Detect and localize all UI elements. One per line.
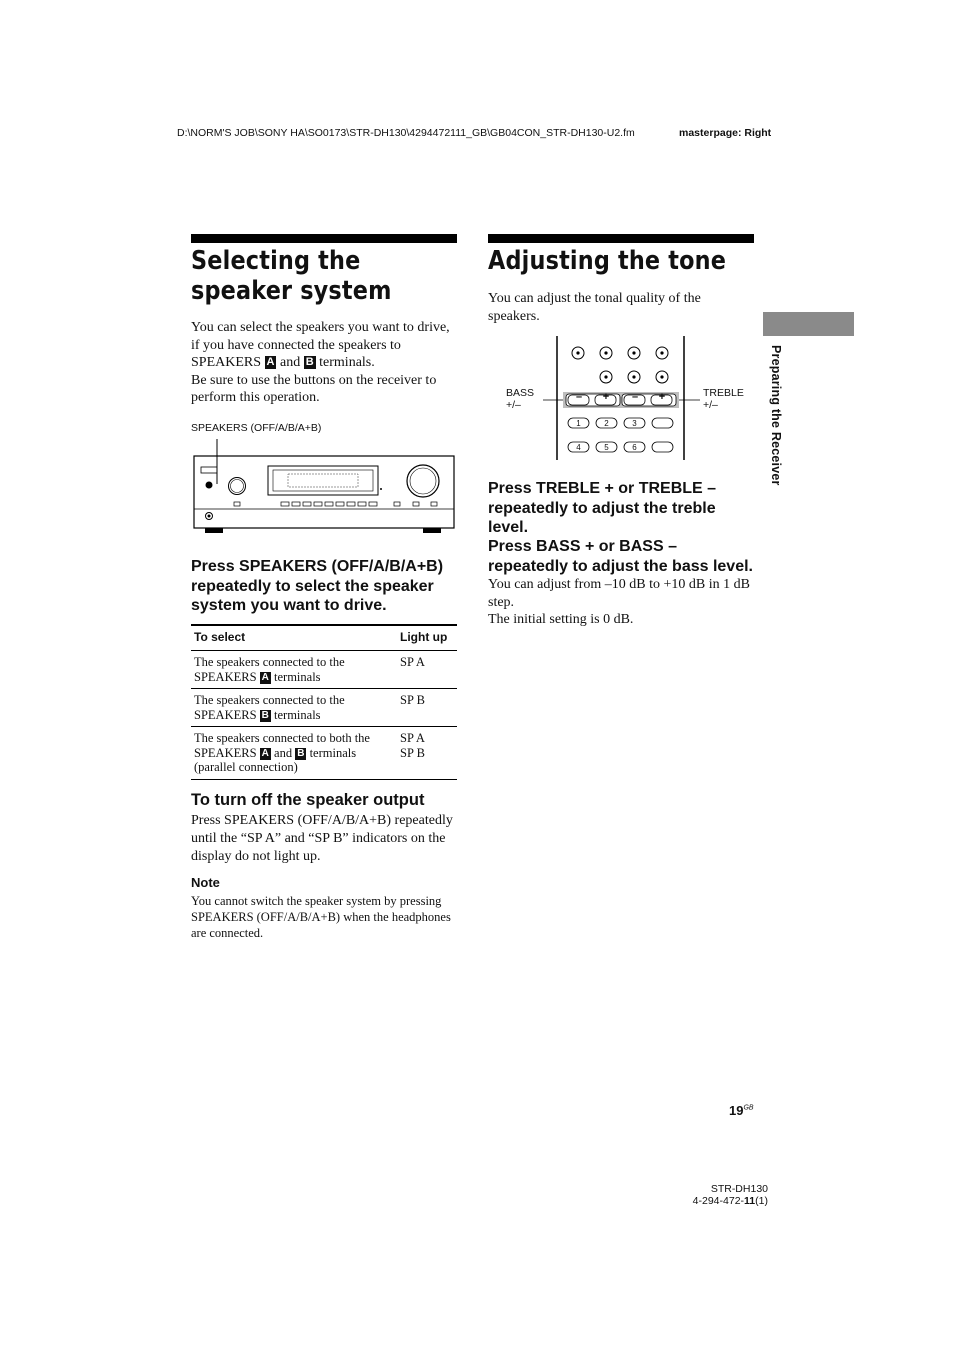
num-2-button: 2 — [604, 419, 609, 428]
bass-minus-button: – — [575, 391, 583, 403]
table-row: The speakers connected to the SPEAKERS A terminals SP A — [191, 651, 457, 689]
figure-label-speakers: SPEAKERS (OFF/A/B/A+B) — [191, 422, 322, 434]
bass-sign-label: +/– — [506, 399, 521, 411]
speaker-a-marker: A — [266, 356, 275, 368]
tone-range-paragraph: You can adjust from –10 dB to +10 dB in 1 dB step. — [488, 577, 750, 610]
num-5-button: 5 — [604, 443, 609, 452]
col-header-lightup: Light up — [397, 625, 457, 651]
intro-paragraph-left: You can select the speakers you want to drive, if you have connected the speakers to SPEAKERS A and B terminals. Be sure to use the buttons on the receiver to perform this operation. — [191, 320, 450, 405]
table-row: The speakers connected to the SPEAKERS B terminals SP B — [191, 689, 457, 727]
col-header-select: To select — [191, 625, 397, 651]
step-adjust-treble: Press TREBLE + or TREBLE – repeatedly to adjust the treble level. — [488, 480, 717, 536]
treble-plus-button: + — [658, 391, 666, 403]
page-number: $19^{GB}$ — [729, 1103, 754, 1118]
step-select-speakers: Press SPEAKERS (OFF/A/B/A+B) repeatedly to select the speaker system you want to drive. — [191, 558, 444, 614]
num-6-button: 6 — [632, 443, 637, 452]
remote-tone-illustration — [500, 334, 760, 464]
num-4-button: 4 — [576, 443, 581, 452]
bass-plus-button: + — [602, 391, 610, 403]
bass-label: BASS — [506, 387, 535, 399]
speaker-b-marker: B — [305, 356, 314, 368]
receiver-front-panel-illustration — [191, 436, 457, 536]
subheading-turn-off: To turn off the speaker output — [191, 791, 425, 809]
section-tab — [763, 312, 854, 336]
speaker-selection-table — [191, 624, 457, 780]
treble-sign-label: +/– — [703, 399, 718, 411]
turn-off-paragraph: Press SPEAKERS (OFF/A/B/A+B) repeatedly until the “SP A” and “SP B” indicators on the display do not light up. — [191, 813, 453, 864]
title-rule-left — [191, 234, 457, 243]
step-adjust-bass: Press BASS + or BASS – repeatedly to adjust the bass level. — [488, 538, 753, 575]
tone-initial-paragraph: The initial setting is 0 dB. — [488, 612, 634, 627]
note-heading: Note — [191, 875, 220, 890]
title-rule-right — [488, 234, 754, 243]
section-title-speaker: Selecting the speaker system — [191, 246, 392, 306]
masterpage-label: masterpage: Right — [679, 127, 772, 139]
treble-label: TREBLE — [703, 387, 744, 399]
section-title-tone: Adjusting the tone — [488, 246, 727, 276]
table-row: The speakers connected to both the SPEAKERS A and B terminals (parallel connection) SP A SP B — [191, 727, 457, 780]
note-body: You cannot switch the speaker system by pressing SPEAKERS (OFF/A/B/A+B) when the headphones are connected. — [191, 894, 451, 940]
treble-minus-button: – — [631, 391, 639, 403]
section-label: Preparing the Receiver — [769, 345, 783, 486]
num-1-button: 1 — [576, 419, 581, 428]
intro-paragraph-right: You can adjust the tonal quality of the speakers. — [488, 291, 701, 324]
num-3-button: 3 — [632, 419, 637, 428]
file-path: D:\NORM'S JOB\SONY HA\SO0173\STR-DH130\4294472111_GB\GB04CON_STR-DH130-U2.fm — [177, 127, 635, 139]
model-code: STR-DH130 4-294-472-11(1) — [692, 1183, 768, 1207]
